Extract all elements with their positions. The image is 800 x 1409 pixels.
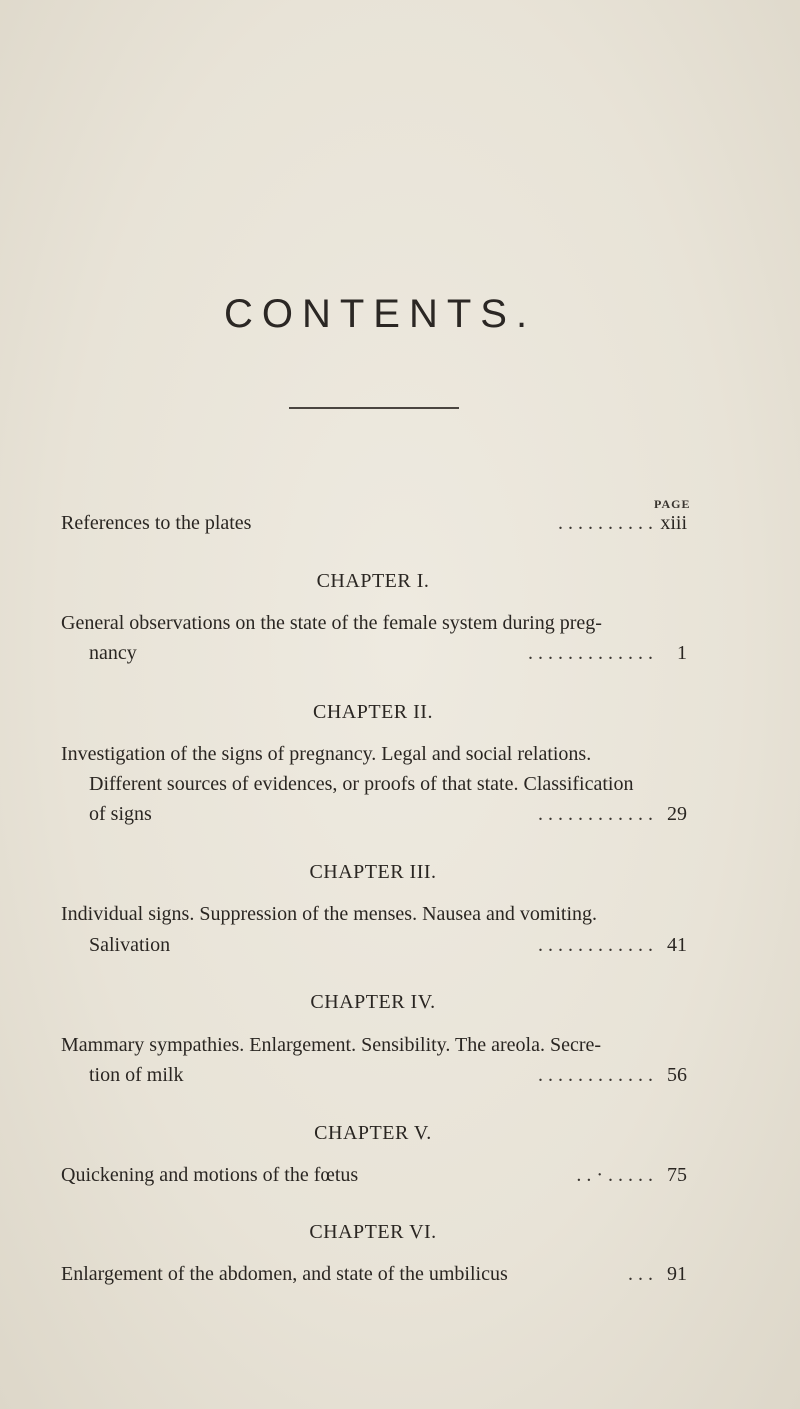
toc-entry-text: Mammary sympathies. Enlargement. Sensibility. The areola. Secre- xyxy=(61,1034,602,1056)
toc-page-number: 91 xyxy=(667,1263,687,1285)
leader-dots: . . . . . . . . . . . . xyxy=(538,934,653,956)
toc-entry-line[interactable] xyxy=(89,641,687,665)
toc-page-number: xiii xyxy=(660,512,687,534)
toc-entry-line[interactable] xyxy=(61,902,687,926)
chapter-heading: CHAPTER I. xyxy=(316,570,430,592)
toc-entry-line[interactable] xyxy=(89,772,687,796)
chapter-heading: CHAPTER IV. xyxy=(310,991,436,1013)
chapter-heading: CHAPTER III. xyxy=(309,861,437,883)
toc-entry-text: Different sources of evidences, or proofs of that state. Classification xyxy=(89,773,634,795)
toc-entry-text: General observations on the state of the female system during preg- xyxy=(61,612,602,634)
toc-entry-text: Salivation xyxy=(89,934,171,956)
toc-entry-line[interactable] xyxy=(89,933,687,957)
toc-entry-text: tion of milk xyxy=(89,1064,184,1086)
toc-entry-line[interactable] xyxy=(61,1163,687,1187)
leader-dots: . . . . . . . . . . xyxy=(558,512,653,534)
leader-dots: . . · . . . . . xyxy=(576,1164,653,1186)
toc-entry-line[interactable] xyxy=(89,1063,687,1087)
toc-page-number: 75 xyxy=(667,1164,687,1186)
toc-page-number: 56 xyxy=(667,1064,687,1086)
toc-entry-text: References to the plates xyxy=(61,512,252,534)
toc-page-number: 29 xyxy=(667,803,687,825)
chapter-heading: CHAPTER II. xyxy=(313,701,433,723)
chapter-heading: CHAPTER VI. xyxy=(309,1221,437,1243)
toc-page-number: 1 xyxy=(677,642,687,664)
toc-entry-line[interactable] xyxy=(61,1262,687,1286)
toc-entry-text: of signs xyxy=(89,803,152,825)
page-title: CONTENTS. xyxy=(223,292,537,336)
page-column-heading: PAGE xyxy=(654,497,691,511)
chapter-heading: CHAPTER V. xyxy=(314,1122,432,1144)
toc-entry-text: Investigation of the signs of pregnancy. Legal and social relations. xyxy=(61,743,592,765)
toc-entry-line[interactable] xyxy=(61,1033,687,1057)
toc-entry-line[interactable] xyxy=(61,611,687,635)
toc-page-number: 41 xyxy=(667,934,687,956)
title-rule xyxy=(289,407,459,409)
leader-dots: . . . xyxy=(628,1263,653,1285)
leader-dots: . . . . . . . . . . . . . xyxy=(528,642,653,664)
toc-entry-text: nancy xyxy=(89,642,137,664)
toc-entry-text: Quickening and motions of the fœtus xyxy=(61,1164,359,1186)
toc-entry-line[interactable] xyxy=(61,742,687,766)
toc-entry-references[interactable] xyxy=(61,511,687,535)
toc-entry-line[interactable] xyxy=(89,802,687,826)
leader-dots: . . . . . . . . . . . . xyxy=(538,1064,653,1086)
toc-entry-text: Enlargement of the abdomen, and state of the umbilicus xyxy=(61,1263,508,1285)
toc-entry-text: Individual signs. Suppression of the menses. Nausea and vomiting. xyxy=(61,903,598,925)
leader-dots: . . . . . . . . . . . . xyxy=(538,803,653,825)
